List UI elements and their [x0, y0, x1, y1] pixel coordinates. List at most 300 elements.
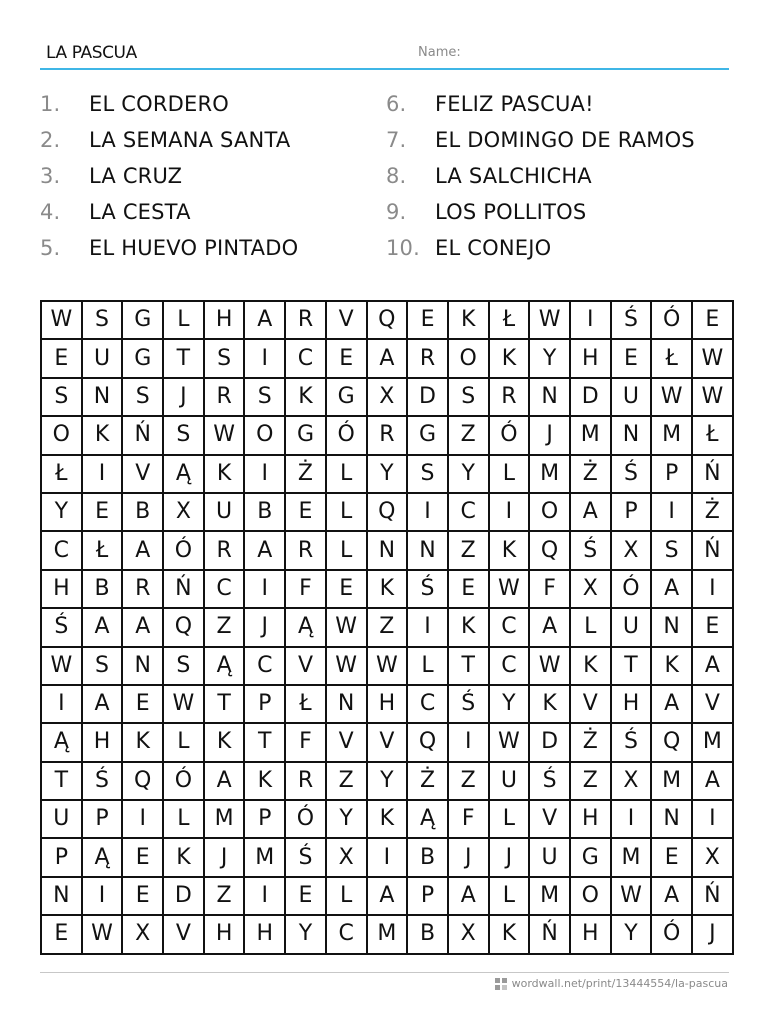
grid-cell[interactable]: M	[529, 455, 570, 493]
grid-cell[interactable]: A	[367, 877, 408, 915]
grid-cell[interactable]: Z	[367, 608, 408, 646]
grid-cell[interactable]: A	[244, 531, 285, 569]
grid-cell[interactable]: I	[407, 493, 448, 531]
grid-cell[interactable]: E	[285, 493, 326, 531]
grid-cell[interactable]: I	[570, 301, 611, 339]
grid-cell[interactable]: X	[326, 838, 367, 876]
grid-cell[interactable]: Z	[448, 531, 489, 569]
grid-cell[interactable]: Z	[448, 416, 489, 454]
grid-cell[interactable]: D	[529, 723, 570, 761]
grid-cell[interactable]: Ś	[611, 301, 652, 339]
grid-cell[interactable]: D	[570, 378, 611, 416]
grid-cell[interactable]: S	[41, 378, 82, 416]
grid-cell[interactable]: Ł	[692, 416, 733, 454]
grid-cell[interactable]: Ś	[407, 570, 448, 608]
grid-cell[interactable]: Q	[367, 301, 408, 339]
grid-cell[interactable]: E	[82, 493, 123, 531]
grid-cell[interactable]: E	[122, 877, 163, 915]
grid-cell[interactable]: L	[163, 301, 204, 339]
grid-cell[interactable]: U	[529, 838, 570, 876]
grid-cell[interactable]: Q	[163, 608, 204, 646]
grid-cell[interactable]: T	[448, 647, 489, 685]
grid-cell[interactable]: E	[122, 685, 163, 723]
grid-cell[interactable]: V	[285, 647, 326, 685]
grid-cell[interactable]: K	[82, 416, 123, 454]
grid-cell[interactable]: Ó	[651, 301, 692, 339]
grid-cell[interactable]: Ł	[285, 685, 326, 723]
grid-cell[interactable]: Ż	[570, 723, 611, 761]
grid-cell[interactable]: E	[41, 915, 82, 953]
grid-cell[interactable]: N	[651, 800, 692, 838]
grid-cell[interactable]: S	[163, 416, 204, 454]
grid-cell[interactable]: K	[651, 647, 692, 685]
grid-cell[interactable]: E	[651, 838, 692, 876]
grid-cell[interactable]: I	[41, 685, 82, 723]
grid-cell[interactable]: R	[204, 378, 245, 416]
grid-cell[interactable]: H	[244, 915, 285, 953]
grid-cell[interactable]: S	[82, 301, 123, 339]
grid-cell[interactable]: M	[570, 416, 611, 454]
grid-cell[interactable]: Ś	[82, 762, 123, 800]
grid-cell[interactable]: E	[41, 339, 82, 377]
grid-cell[interactable]: A	[122, 608, 163, 646]
grid-cell[interactable]: Ó	[163, 762, 204, 800]
grid-cell[interactable]: B	[82, 570, 123, 608]
grid-cell[interactable]: A	[448, 877, 489, 915]
grid-cell[interactable]: K	[244, 762, 285, 800]
grid-cell[interactable]: K	[529, 685, 570, 723]
grid-cell[interactable]: E	[692, 608, 733, 646]
grid-cell[interactable]: F	[285, 570, 326, 608]
grid-cell[interactable]: G	[122, 301, 163, 339]
grid-cell[interactable]: W	[82, 915, 123, 953]
grid-cell[interactable]: S	[204, 339, 245, 377]
grid-cell[interactable]: T	[204, 685, 245, 723]
grid-cell[interactable]: P	[611, 493, 652, 531]
grid-cell[interactable]: E	[692, 301, 733, 339]
grid-cell[interactable]: W	[204, 416, 245, 454]
grid-cell[interactable]: O	[529, 493, 570, 531]
grid-cell[interactable]: W	[41, 647, 82, 685]
grid-cell[interactable]: G	[326, 378, 367, 416]
grid-cell[interactable]: Ą	[82, 838, 123, 876]
grid-cell[interactable]: A	[651, 685, 692, 723]
grid-cell[interactable]: E	[407, 301, 448, 339]
grid-cell[interactable]: Y	[611, 915, 652, 953]
grid-cell[interactable]: E	[122, 838, 163, 876]
grid-cell[interactable]: L	[489, 877, 530, 915]
grid-cell[interactable]: M	[204, 800, 245, 838]
grid-cell[interactable]: C	[489, 608, 530, 646]
grid-cell[interactable]: Ą	[285, 608, 326, 646]
footer	[495, 977, 728, 990]
grid-cell[interactable]: J	[448, 838, 489, 876]
grid-cell[interactable]: E	[448, 570, 489, 608]
grid-cell[interactable]: A	[244, 301, 285, 339]
grid-cell[interactable]: J	[244, 608, 285, 646]
grid-cell[interactable]: L	[326, 531, 367, 569]
grid-cell[interactable]: Ń	[692, 455, 733, 493]
grid-cell[interactable]: N	[611, 416, 652, 454]
grid-cell[interactable]: V	[326, 301, 367, 339]
grid-cell[interactable]: Ś	[611, 455, 652, 493]
grid-cell[interactable]: I	[407, 608, 448, 646]
grid-cell[interactable]: H	[570, 339, 611, 377]
grid-cell[interactable]: Z	[204, 608, 245, 646]
grid-cell[interactable]: S	[82, 647, 123, 685]
grid-cell[interactable]: B	[407, 838, 448, 876]
grid-cell[interactable]: P	[407, 877, 448, 915]
grid-cell[interactable]: L	[163, 800, 204, 838]
grid-cell[interactable]: I	[489, 493, 530, 531]
grid-cell[interactable]: S	[651, 531, 692, 569]
grid-cell[interactable]: H	[41, 570, 82, 608]
grid-cell[interactable]: P	[82, 800, 123, 838]
grid-cell[interactable]: Q	[367, 493, 408, 531]
grid-cell[interactable]: Y	[41, 493, 82, 531]
grid-cell[interactable]: V	[326, 723, 367, 761]
grid-cell[interactable]: W	[529, 647, 570, 685]
grid-cell[interactable]: V	[122, 455, 163, 493]
grid-cell[interactable]: R	[367, 416, 408, 454]
grid-cell[interactable]: Y	[367, 455, 408, 493]
grid-cell[interactable]: K	[204, 723, 245, 761]
grid-cell[interactable]: R	[489, 378, 530, 416]
grid-cell[interactable]: W	[163, 685, 204, 723]
grid-cell[interactable]: M	[244, 838, 285, 876]
grid-cell[interactable]: A	[122, 531, 163, 569]
grid-row	[41, 301, 733, 339]
grid-cell[interactable]: Y	[285, 915, 326, 953]
grid-cell[interactable]: N	[367, 531, 408, 569]
grid-cell[interactable]: B	[244, 493, 285, 531]
grid-cell[interactable]: E	[611, 339, 652, 377]
grid-cell[interactable]: Ś	[529, 762, 570, 800]
grid-cell[interactable]: O	[41, 416, 82, 454]
grid-cell[interactable]: Y	[489, 685, 530, 723]
grid-cell[interactable]: I	[82, 877, 123, 915]
grid-cell[interactable]: I	[244, 877, 285, 915]
grid-cell[interactable]: H	[367, 685, 408, 723]
grid-cell[interactable]: Ż	[570, 455, 611, 493]
grid-cell[interactable]: Z	[448, 762, 489, 800]
grid-cell[interactable]: I	[367, 838, 408, 876]
grid-cell[interactable]: D	[163, 877, 204, 915]
grid-cell[interactable]: M	[651, 416, 692, 454]
grid-cell[interactable]: U	[82, 339, 123, 377]
grid-cell[interactable]: W	[489, 723, 530, 761]
grid-cell[interactable]: Ó	[285, 800, 326, 838]
grid-cell[interactable]: Ą	[41, 723, 82, 761]
grid-cell[interactable]: N	[529, 378, 570, 416]
grid-cell[interactable]: Ń	[163, 570, 204, 608]
grid-cell[interactable]: H	[204, 915, 245, 953]
grid-cell[interactable]: E	[326, 339, 367, 377]
grid-cell[interactable]: I	[122, 800, 163, 838]
grid-cell[interactable]: Z	[204, 877, 245, 915]
grid-cell[interactable]: W	[489, 570, 530, 608]
grid-cell[interactable]: L	[326, 877, 367, 915]
grid-cell[interactable]: Ń	[122, 416, 163, 454]
grid-cell[interactable]: W	[41, 301, 82, 339]
grid-cell[interactable]: A	[651, 877, 692, 915]
grid-cell[interactable]: V	[692, 685, 733, 723]
grid-cell[interactable]: L	[570, 608, 611, 646]
grid-cell[interactable]: T	[163, 339, 204, 377]
grid-cell[interactable]: I	[448, 723, 489, 761]
grid-cell[interactable]: W	[651, 378, 692, 416]
grid-cell[interactable]: N	[326, 685, 367, 723]
grid-cell[interactable]: Z	[570, 762, 611, 800]
grid-cell[interactable]: Ń	[692, 877, 733, 915]
grid-cell[interactable]: H	[204, 301, 245, 339]
grid-cell[interactable]: Ś	[570, 531, 611, 569]
grid-cell[interactable]: C	[285, 339, 326, 377]
grid-cell[interactable]: W	[692, 378, 733, 416]
grid-cell[interactable]: V	[163, 915, 204, 953]
grid-cell[interactable]: T	[41, 762, 82, 800]
grid-cell[interactable]: N	[651, 608, 692, 646]
grid-cell[interactable]: G	[407, 416, 448, 454]
list-item	[40, 230, 298, 266]
grid-cell[interactable]: A	[82, 608, 123, 646]
grid-cell[interactable]: K	[122, 723, 163, 761]
grid-cell[interactable]: F	[448, 800, 489, 838]
grid-cell[interactable]: Ó	[163, 531, 204, 569]
grid-cell[interactable]: M	[611, 838, 652, 876]
grid-cell[interactable]: K	[489, 531, 530, 569]
grid-cell[interactable]: M	[367, 915, 408, 953]
grid-cell[interactable]: K	[489, 915, 530, 953]
grid-cell[interactable]: X	[611, 762, 652, 800]
grid-cell[interactable]: C	[489, 647, 530, 685]
grid-cell[interactable]: K	[448, 301, 489, 339]
grid-cell[interactable]: J	[529, 416, 570, 454]
grid-cell[interactable]: I	[244, 455, 285, 493]
grid-cell[interactable]: Ś	[41, 608, 82, 646]
grid-cell[interactable]: C	[204, 570, 245, 608]
grid-cell[interactable]: Ó	[611, 570, 652, 608]
grid-cell[interactable]: X	[163, 493, 204, 531]
grid-cell[interactable]: W	[611, 877, 652, 915]
grid-cell[interactable]: V	[570, 685, 611, 723]
grid-cell[interactable]: O	[570, 877, 611, 915]
grid-cell[interactable]: N	[122, 647, 163, 685]
grid-cell[interactable]: Ł	[489, 301, 530, 339]
grid-cell[interactable]: M	[651, 762, 692, 800]
grid-cell[interactable]: F	[285, 723, 326, 761]
grid-cell[interactable]: P	[41, 838, 82, 876]
grid-cell[interactable]: I	[611, 800, 652, 838]
grid-cell[interactable]: Y	[529, 339, 570, 377]
list-item	[386, 122, 695, 158]
grid-cell[interactable]: B	[122, 493, 163, 531]
grid-cell[interactable]: R	[285, 762, 326, 800]
grid-cell[interactable]: N	[407, 531, 448, 569]
grid-cell[interactable]: I	[244, 570, 285, 608]
grid-cell[interactable]: Ó	[651, 915, 692, 953]
grid-cell[interactable]: V	[367, 723, 408, 761]
grid-cell[interactable]: K	[570, 647, 611, 685]
grid-cell[interactable]: L	[163, 723, 204, 761]
grid-cell[interactable]: M	[529, 877, 570, 915]
grid-cell[interactable]: Z	[326, 762, 367, 800]
item-number: 9.	[386, 200, 407, 224]
grid-cell[interactable]: Ó	[489, 416, 530, 454]
grid-cell[interactable]: J	[692, 915, 733, 953]
item-number: 10.	[386, 236, 420, 260]
grid-cell[interactable]: A	[82, 685, 123, 723]
grid-cell[interactable]: A	[651, 570, 692, 608]
grid-cell[interactable]: P	[244, 800, 285, 838]
grid-cell[interactable]: Ó	[326, 416, 367, 454]
grid-cell[interactable]: O	[448, 339, 489, 377]
grid-cell[interactable]: Y	[326, 800, 367, 838]
grid-cell[interactable]: R	[285, 531, 326, 569]
grid-cell[interactable]: Ś	[448, 685, 489, 723]
grid-cell[interactable]: R	[407, 339, 448, 377]
grid-row	[41, 608, 733, 646]
grid-cell[interactable]: G	[122, 339, 163, 377]
grid-cell[interactable]: Q	[122, 762, 163, 800]
grid-cell[interactable]: F	[529, 570, 570, 608]
grid-cell[interactable]: Ł	[82, 531, 123, 569]
grid-cell[interactable]: K	[204, 455, 245, 493]
grid-cell[interactable]: S	[163, 647, 204, 685]
grid-cell[interactable]: W	[692, 339, 733, 377]
grid-cell[interactable]: T	[244, 723, 285, 761]
grid-cell[interactable]: Q	[651, 723, 692, 761]
grid-cell[interactable]: C	[244, 647, 285, 685]
grid-cell[interactable]: H	[570, 915, 611, 953]
grid-cell[interactable]: I	[244, 339, 285, 377]
grid-cell[interactable]: G	[570, 838, 611, 876]
grid-cell[interactable]: S	[244, 378, 285, 416]
grid-cell[interactable]: H	[570, 800, 611, 838]
grid-cell[interactable]: Ą	[407, 800, 448, 838]
grid-cell[interactable]: I	[692, 570, 733, 608]
grid-cell[interactable]: K	[163, 838, 204, 876]
grid-cell[interactable]: P	[244, 685, 285, 723]
grid-cell[interactable]: S	[448, 378, 489, 416]
grid-cell[interactable]: Ł	[41, 455, 82, 493]
grid-cell[interactable]: L	[326, 455, 367, 493]
grid-cell[interactable]: X	[448, 915, 489, 953]
grid-cell[interactable]: C	[41, 531, 82, 569]
grid-cell[interactable]: X	[611, 531, 652, 569]
grid-cell[interactable]: K	[367, 570, 408, 608]
item-number: 3.	[40, 164, 61, 188]
grid-cell[interactable]: X	[367, 378, 408, 416]
grid-cell[interactable]: A	[692, 762, 733, 800]
grid-cell[interactable]: Q	[407, 723, 448, 761]
grid-cell[interactable]: W	[367, 647, 408, 685]
grid-cell[interactable]: Y	[367, 762, 408, 800]
grid-cell[interactable]: Ą	[204, 647, 245, 685]
grid-cell[interactable]: X	[692, 838, 733, 876]
grid-cell[interactable]: I	[82, 455, 123, 493]
grid-cell[interactable]: S	[407, 455, 448, 493]
grid-cell[interactable]: A	[570, 493, 611, 531]
grid-cell[interactable]: N	[82, 378, 123, 416]
grid-cell[interactable]: L	[326, 493, 367, 531]
grid-cell[interactable]: C	[326, 915, 367, 953]
grid-cell[interactable]: H	[611, 685, 652, 723]
grid-cell[interactable]: A	[367, 339, 408, 377]
grid-cell[interactable]: T	[611, 647, 652, 685]
grid-cell[interactable]: I	[651, 493, 692, 531]
grid-cell[interactable]: M	[692, 723, 733, 761]
grid-cell[interactable]: R	[204, 531, 245, 569]
grid-cell[interactable]: H	[82, 723, 123, 761]
grid-cell[interactable]: C	[448, 493, 489, 531]
grid-cell[interactable]: L	[489, 800, 530, 838]
grid-cell[interactable]: U	[41, 800, 82, 838]
grid-cell[interactable]: N	[41, 877, 82, 915]
grid-cell[interactable]: K	[367, 800, 408, 838]
grid-cell[interactable]: Ł	[651, 339, 692, 377]
grid-cell[interactable]: Y	[448, 455, 489, 493]
grid-cell[interactable]: I	[692, 800, 733, 838]
grid-cell[interactable]: A	[529, 608, 570, 646]
grid-cell[interactable]: Ą	[163, 455, 204, 493]
grid-cell[interactable]: L	[489, 455, 530, 493]
grid-cell[interactable]: J	[204, 838, 245, 876]
grid-cell[interactable]: W	[529, 301, 570, 339]
grid-cell[interactable]: A	[204, 762, 245, 800]
grid-cell[interactable]: B	[407, 915, 448, 953]
grid-cell[interactable]: U	[611, 378, 652, 416]
grid-cell[interactable]: X	[122, 915, 163, 953]
grid-cell[interactable]: Ż	[285, 455, 326, 493]
grid-cell[interactable]: W	[326, 608, 367, 646]
grid-cell[interactable]: X	[570, 570, 611, 608]
grid-cell[interactable]: Q	[529, 531, 570, 569]
grid-cell[interactable]: O	[244, 416, 285, 454]
grid-cell[interactable]: V	[529, 800, 570, 838]
grid-cell[interactable]: D	[407, 378, 448, 416]
grid-cell[interactable]: Ś	[285, 838, 326, 876]
grid-cell[interactable]: K	[285, 378, 326, 416]
grid-cell[interactable]: E	[285, 877, 326, 915]
grid-cell[interactable]: J	[489, 838, 530, 876]
grid-cell[interactable]: P	[651, 455, 692, 493]
grid-cell[interactable]: K	[489, 339, 530, 377]
grid-cell[interactable]: L	[407, 647, 448, 685]
grid-cell[interactable]: C	[407, 685, 448, 723]
grid-cell[interactable]: R	[285, 301, 326, 339]
footer-url[interactable]: wordwall.net/print/13444554/la-pascua	[511, 977, 728, 990]
grid-cell[interactable]: S	[122, 378, 163, 416]
grid-cell[interactable]: Ż	[407, 762, 448, 800]
grid-cell[interactable]: E	[326, 570, 367, 608]
grid-cell[interactable]: U	[489, 762, 530, 800]
grid-cell[interactable]: K	[448, 608, 489, 646]
grid-cell[interactable]: U	[204, 493, 245, 531]
item-word: LA CRUZ	[89, 164, 183, 188]
grid-cell[interactable]: Ń	[529, 915, 570, 953]
grid-row	[41, 915, 733, 953]
grid-cell[interactable]: A	[692, 647, 733, 685]
grid-cell[interactable]: W	[326, 647, 367, 685]
grid-cell[interactable]: U	[611, 608, 652, 646]
grid-cell[interactable]: J	[163, 378, 204, 416]
grid-cell[interactable]: Ś	[611, 723, 652, 761]
grid-cell[interactable]: R	[122, 570, 163, 608]
grid-cell[interactable]: Ż	[692, 493, 733, 531]
grid-cell[interactable]: Ń	[692, 531, 733, 569]
grid-cell[interactable]: G	[285, 416, 326, 454]
